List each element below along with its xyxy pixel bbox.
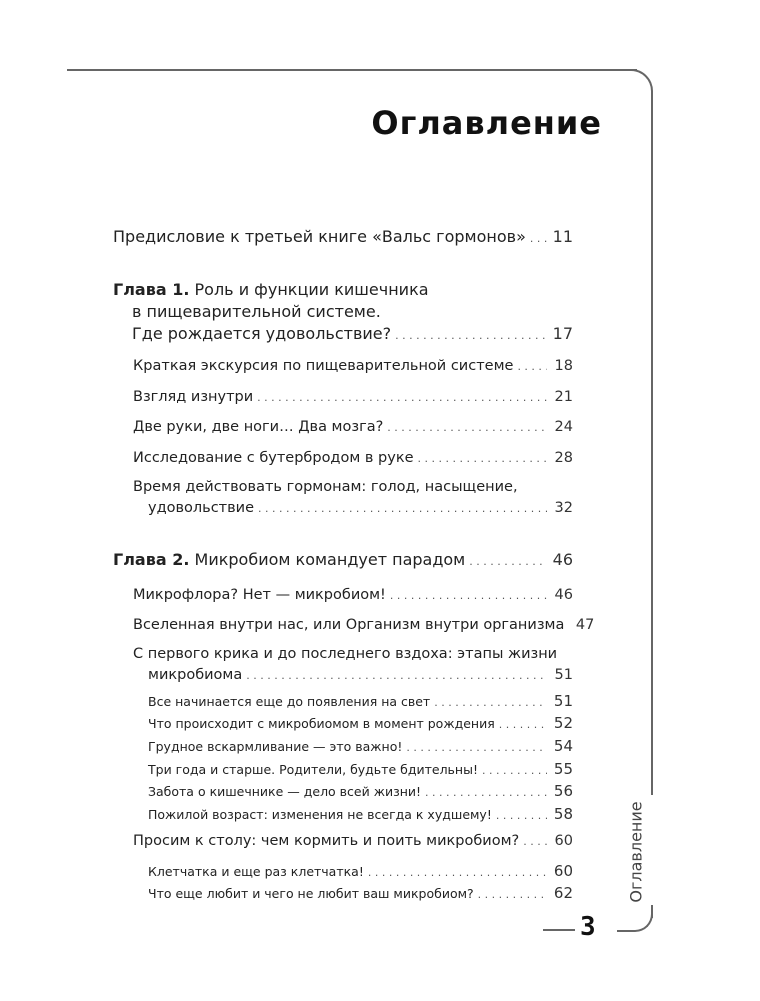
entry-page: 56 [553,782,573,800]
entry-page: 51 [554,667,573,683]
toc-entry[interactable] [148,862,573,880]
entry-page: 11 [552,227,573,246]
entry-text: Все начинается еще до появления на свет [148,694,431,709]
entry-text: Предисловие к третьей книге «Вальс гормонов» [113,227,526,246]
toc-entry[interactable] [148,782,573,800]
toc-entry[interactable] [148,737,573,755]
leader-dots [418,450,548,466]
toc-entry[interactable] [133,389,573,405]
frame-corner [617,905,653,932]
entry-page: 62 [553,884,573,902]
toc-entry[interactable] [148,714,573,732]
entry-text: Взгляд изнутри [133,389,254,405]
entry-page: 21 [554,389,573,405]
entry-page: 46 [552,550,573,569]
entry-page: 47 [575,617,595,633]
leader-dots [395,324,547,343]
leader-dots [258,500,547,516]
entry-page: 58 [553,805,573,823]
leader-dots [482,762,547,777]
leader-dots [425,784,547,799]
leader-dots [246,667,547,683]
entry-text: Клетчатка и еще раз клетчатка! [148,864,364,879]
entry-page: 52 [553,714,573,732]
toc-entry[interactable] [148,667,573,683]
frame-line-bottom [543,929,575,931]
entry-page: 32 [554,500,573,516]
toc-entry[interactable] [133,617,595,633]
frame-corner [617,69,653,101]
leader-dots [434,694,547,709]
page-number: 3 [580,912,596,942]
entry-text: удовольствие [148,500,255,516]
leader-dots [368,864,547,879]
toc-entry[interactable] [133,450,573,466]
leader-dots [478,886,547,901]
toc-entry[interactable] [133,587,573,603]
toc-entry[interactable] [148,760,573,778]
entry-page: 17 [552,324,573,343]
entry-text: Три года и старше. Родители, будьте бдительны! [148,762,478,777]
entry-text: Грудное вскармливание — это важно! [148,739,403,754]
toc-entry[interactable] [148,884,573,902]
chapter-label: Глава 2. [113,550,190,569]
leader-dots [469,550,547,569]
frame-line-right [651,95,653,795]
entry-page: 18 [554,358,573,374]
entry-text: Пожилой возраст: изменения не всегда к худшему! [148,807,492,822]
toc-entry[interactable] [133,833,573,849]
entry-text: Микробиом командует парадом [189,550,466,569]
frame-line-top [67,69,637,71]
entry-page: 60 [553,862,573,880]
toc-entry[interactable] [113,550,573,569]
chapter-label: Глава 1. [113,280,190,299]
toc-entry[interactable] [133,358,573,374]
toc-entry[interactable] [148,500,573,516]
toc-entry[interactable] [133,419,573,435]
toc-entry[interactable] [148,805,573,823]
entry-text: С первого крика и до последнего вздоха: этапы жизни [133,646,558,662]
entry-text: в пищеварительной системе. [132,302,381,321]
entry-page: 28 [554,450,573,466]
chapter-heading-line [113,280,429,299]
entry-text: Роль и функции кишечника [189,280,429,299]
running-header: Оглавление [626,801,646,903]
leader-dots [387,419,547,435]
leader-dots [406,739,547,754]
entry-text: Микрофлора? Нет — микробиом! [133,587,386,603]
entry-page: 55 [553,760,573,778]
entry-page: 46 [554,587,573,603]
entry-text: Вселенная внутри нас, или Организм внутри организма [133,617,565,633]
leader-dots [517,358,547,374]
entry-text: Что еще любит и чего не любит ваш микробиом? [148,886,474,901]
toc-entry[interactable] [132,324,573,343]
leader-dots [530,227,547,246]
entry-text: Что происходит с микробиомом в момент рождения [148,716,495,731]
entry-text: Забота о кишечнике — дело всей жизни! [148,784,422,799]
entry-text [113,550,465,569]
entry-text: Краткая экскурсия по пищеварительной системе [133,358,514,374]
toc-entry[interactable] [148,692,573,710]
toc-entry[interactable] [113,227,573,246]
entry-page: 51 [553,692,573,710]
entry-page: 54 [553,737,573,755]
entry-text: Где рождается удовольствие? [132,324,392,343]
entry-page: 60 [554,833,573,849]
leader-dots [390,587,547,603]
leader-dots [499,716,547,731]
leader-dots [523,833,547,849]
entry-text: Две руки, две ноги… Два мозга? [133,419,384,435]
entry-text: Просим к столу: чем кормить и поить микробиом? [133,833,520,849]
entry-text: Исследование с бутербродом в руке [133,450,414,466]
leader-dots [496,807,547,822]
entry-page: 24 [554,419,573,435]
entry-text: Время действовать гормонам: голод, насыщение, [133,479,518,495]
page-title: Оглавление [371,104,602,142]
leader-dots [257,389,547,405]
entry-text: микробиома [148,667,243,683]
